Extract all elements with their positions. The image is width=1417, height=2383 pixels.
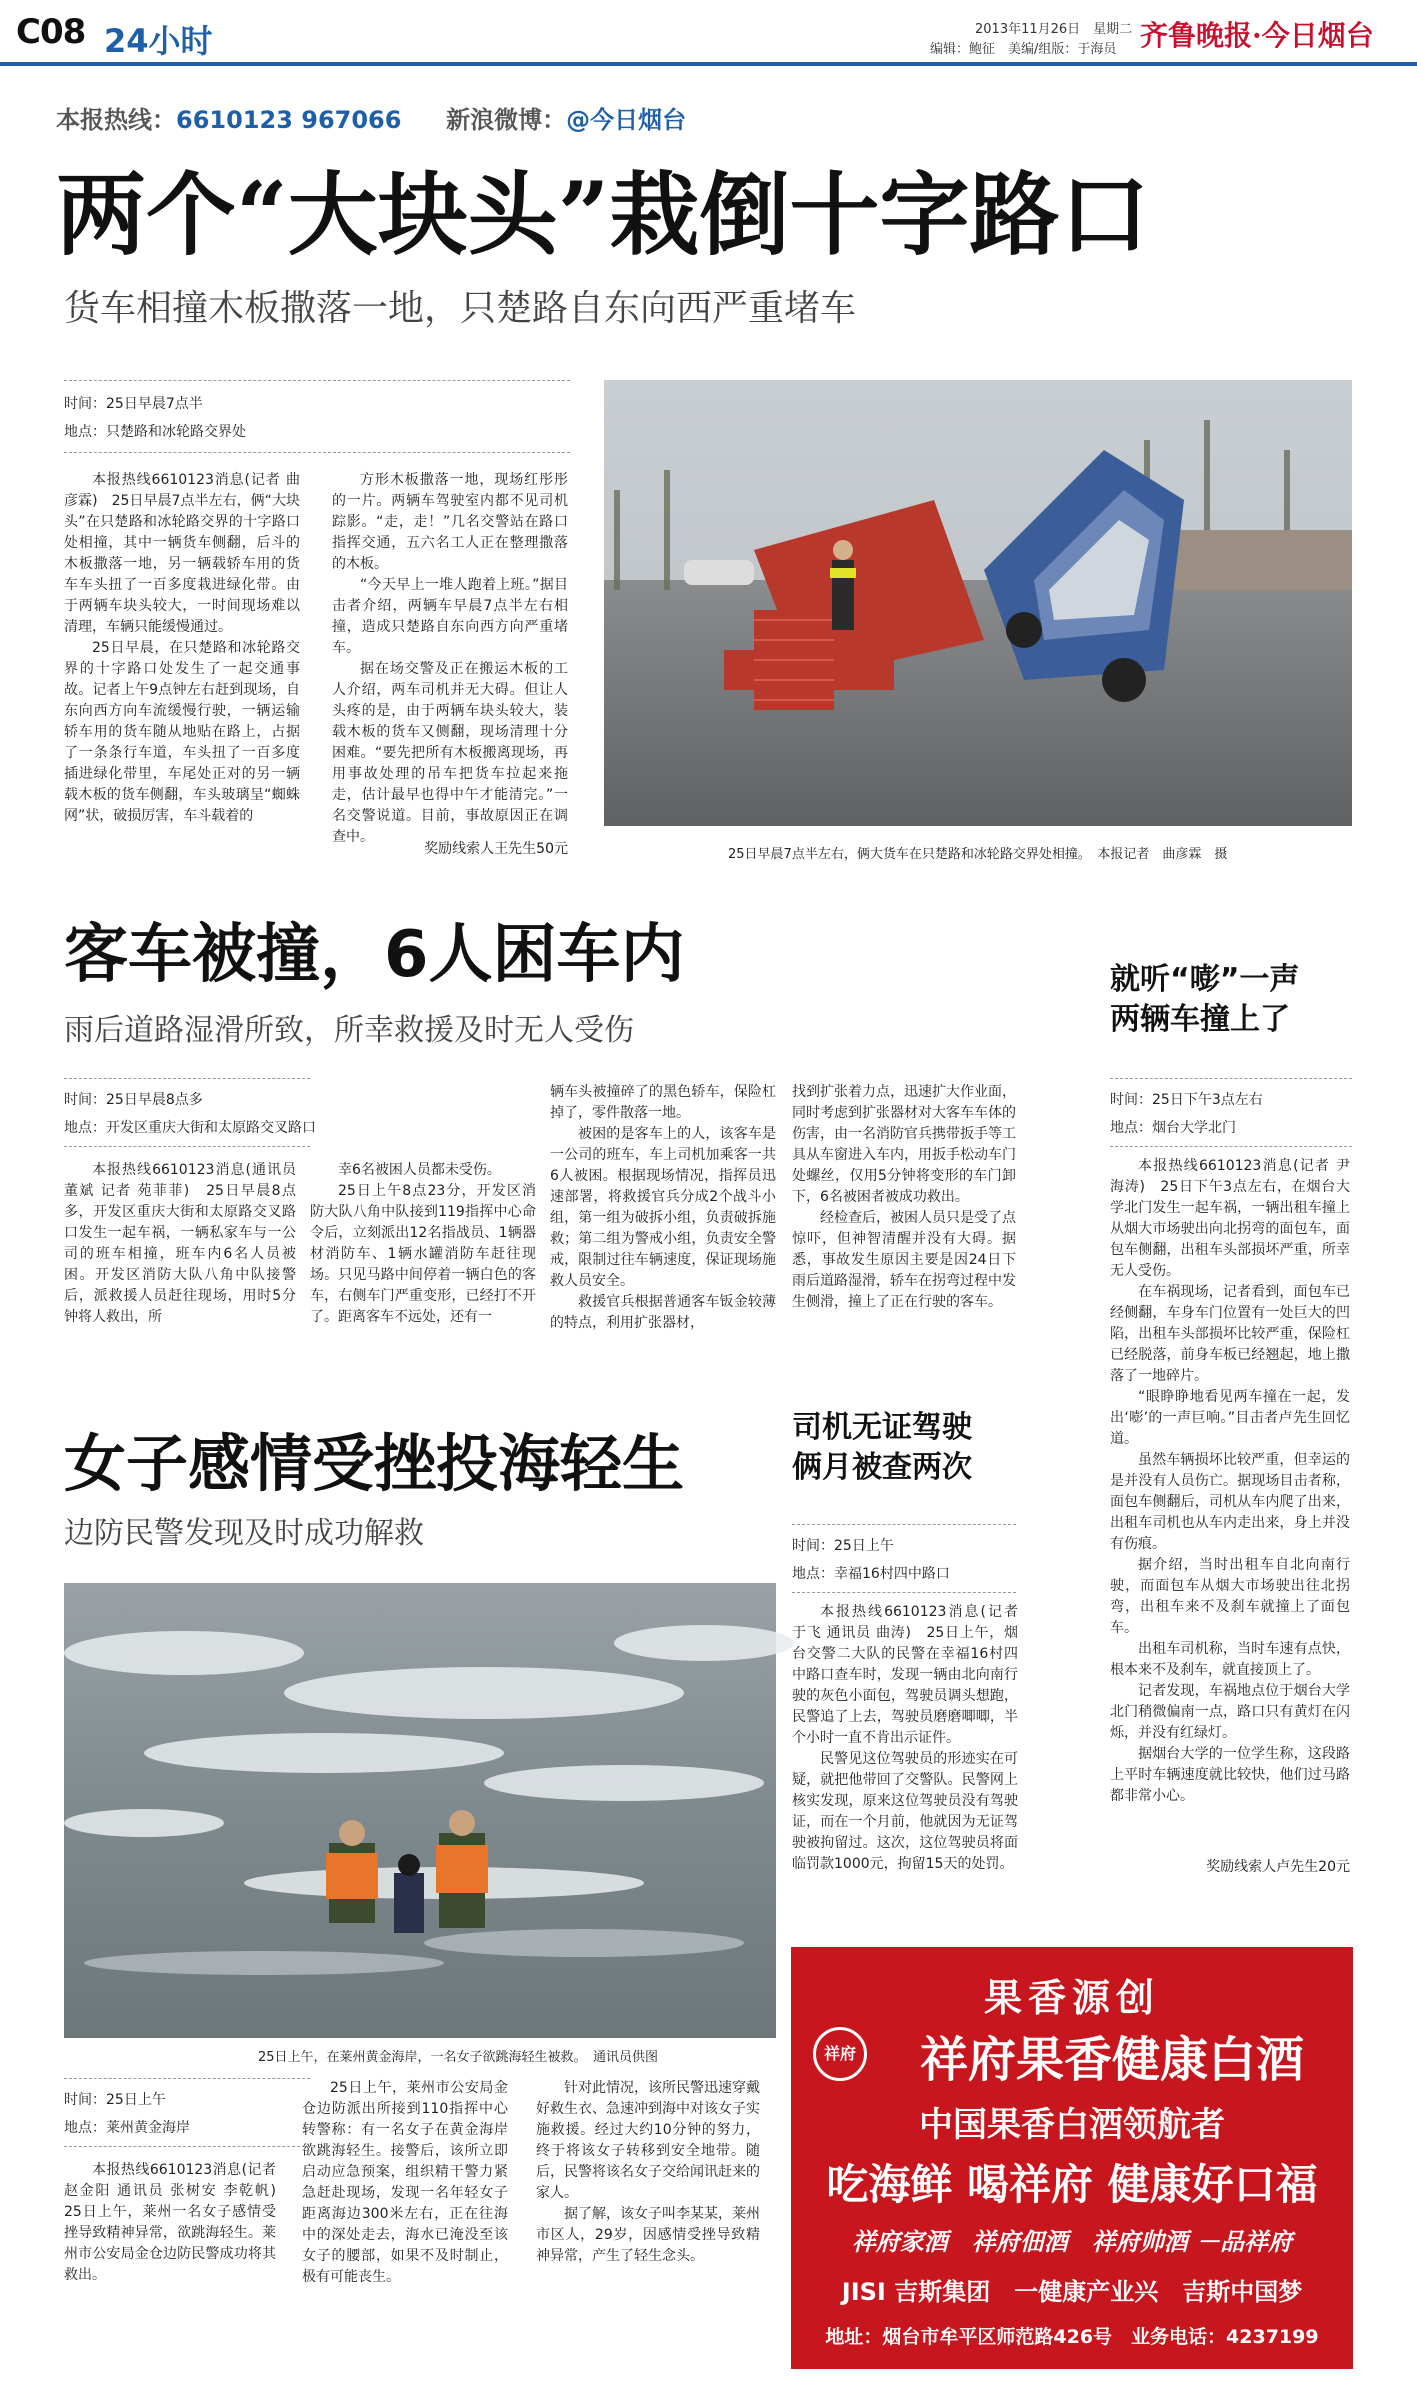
ad-slogan-top: 果香源创 bbox=[983, 1975, 1160, 2020]
story2-col2 bbox=[310, 1160, 536, 1365]
story1-col2 bbox=[332, 470, 568, 845]
story4-place: 地点：幸福16村四中路口 bbox=[792, 1566, 950, 1582]
header-rule bbox=[0, 62, 1417, 66]
ad-tagline: 中国果香白酒领航者 bbox=[919, 2105, 1225, 2145]
story5-reward: 奖励线索人卢先生20元 bbox=[1206, 1859, 1350, 1875]
story3-col2 bbox=[302, 2078, 508, 2360]
paragraph: 辆车头被撞碎了的黑色轿车，保险杠掉了，零件散落一地。 bbox=[550, 1084, 776, 1121]
hotline-label: 本报热线： bbox=[56, 106, 176, 134]
story4-body bbox=[792, 1602, 1018, 1934]
story1-subhead: 货车相撞木板撒落一地，只楚路自东向西严重堵车 bbox=[64, 288, 857, 329]
paragraph: 本报热线6610123消息(记者 曲彦霖) 25日早晨7点半左右，俩“大块头”在只楚路和冰轮路交界的十字路口处相撞，其中一辆货车侧翻，后斗的木板撒落一地，另一辆载轿车用的货车车头扭了一百多度栽进绿化带。由于两辆车块头较大，一时间现场难以清理，车辆只能缓慢通过。 bbox=[64, 472, 300, 635]
hotline-bar bbox=[56, 100, 686, 135]
paragraph: 本报热线6610123消息(记者 赵金阳 通讯员 张树安 李乾帆) 25日上午，莱州一名女子感情受挫导致精神异常，欲跳海轻生。莱州市公安局金仓边防民警成功将其救出。 bbox=[64, 2162, 290, 2283]
paragraph: 被困的是客车上的人，该客车是一公司的班车，车上司机加乘客一共6人被困。根据现场情况，指挥员迅速部署，将救援官兵分成2个战斗小组，第一组为破拆小组，负责破拆施救；第二组为警戒小组，负责安全警戒，限制过往车辆速度，保证现场施救人员安全。 bbox=[550, 1126, 776, 1289]
story3-place: 地点：莱州黄金海岸 bbox=[64, 2120, 190, 2136]
story1-photo bbox=[604, 380, 1352, 826]
story2-headline: 客车被撞，6人困车内 bbox=[64, 918, 685, 992]
paragraph: 在车祸现场，记者看到，面包车已经侧翻，车身车门位置有一处巨大的凹陷，出租车头部损坏比较严重，保险杠已经脱落，前身车板已经翘起，地上撒落了一地碎片。 bbox=[1110, 1284, 1350, 1384]
ad-product-lines: 祥府家酒 祥府佃酒 祥府帅酒 －品祥府 bbox=[851, 2227, 1293, 2256]
story4-headline-line2: 俩月被查两次 bbox=[792, 1450, 972, 1485]
story1-headline: 两个“大块头”栽倒十字路口 bbox=[56, 162, 1150, 268]
story2-place: 地点：开发区重庆大街和太原路交叉路口 bbox=[64, 1120, 316, 1136]
story3-headline: 女子感情受挫投海轻生 bbox=[64, 1427, 685, 1500]
story1-rule-2 bbox=[64, 452, 570, 453]
paragraph: 找到扩张着力点，迅速扩大作业面，同时考虑到扩张器材对大客车车体的伤害，由一名消防官兵携带扳手等工具从车窗进入车内，用扳手松动车门处螺丝，仅用5分钟将变形的车门卸下，6名被困者被成功救出。 bbox=[792, 1084, 1016, 1205]
paragraph: 经检查后，被困人员只是受了点惊吓，但神智清醒并没有大碍。据悉，事故发生原因主要是因24日下雨后道路湿滑，轿车在拐弯过程中发生侧滑，撞上了正在行驶的客车。 bbox=[792, 1210, 1016, 1310]
paragraph: 出租车司机称，当时车速有点快，根本来不及刹车，就直接顶上了。 bbox=[1110, 1641, 1350, 1678]
story3-rule bbox=[64, 2078, 310, 2079]
story1-time: 时间：25日早晨7点半 bbox=[64, 396, 203, 412]
story3-rule-2 bbox=[64, 2146, 310, 2147]
paragraph: 虽然车辆损坏比较严重，但幸运的是并没有人员伤亡。据现场目击者称，面包车侧翻后，司机从车内爬了出来，出租车司机也从车内走出来，身上并没有伤痕。 bbox=[1110, 1452, 1350, 1552]
story2-rule-2 bbox=[64, 1146, 310, 1147]
story2-time: 时间：25日早晨8点多 bbox=[64, 1092, 203, 1108]
paragraph: 救援官兵根据普通客车钣金较薄的特点，利用扩张器材， bbox=[550, 1294, 776, 1331]
story2-col1 bbox=[64, 1160, 296, 1365]
story1-photo-caption: 25日早晨7点半左右，俩大货车在只楚路和冰轮路交界处相撞。 本报记者 曲彦霖 摄 bbox=[728, 847, 1228, 862]
paragraph: 据烟台大学的一位学生称，这段路上平时车辆速度就比较快，他们过马路都非常小心。 bbox=[1110, 1746, 1350, 1804]
story5-body bbox=[1110, 1156, 1350, 1846]
story5-headline-line1: 就听“嘭”一声 bbox=[1110, 962, 1300, 997]
story4-rule-2 bbox=[792, 1592, 1016, 1593]
story2-subhead: 雨后道路湿滑所致，所幸救援及时无人受伤 bbox=[64, 1013, 634, 1048]
liquor-advertisement bbox=[791, 1947, 1353, 2369]
paragraph: 针对此情况，该所民警迅速穿戴好救生衣、急速冲到海中对该女子实施救援。经过大约10分钟的努力，终于将该女子转移到安全地带。随后，民警将该名女子交给闻讯赶来的家人。 bbox=[536, 2080, 760, 2201]
ad-slogan-main: 吃海鲜 喝祥府 健康好口福 bbox=[826, 2160, 1318, 2209]
story3-photo-caption: 25日上午，在莱州黄金海岸，一名女子欲跳海轻生被救。 通讯员供图 bbox=[258, 2050, 659, 2065]
paragraph: 幸6名被困人员都未受伤。 bbox=[338, 1162, 501, 1178]
ad-product-name: 祥府果香健康白酒 bbox=[919, 2032, 1304, 2088]
page-code: C08 bbox=[16, 12, 86, 52]
story1-col1 bbox=[64, 470, 300, 860]
story5-rule bbox=[1110, 1078, 1352, 1079]
paragraph: 民警见这位驾驶员的形迹实在可疑，就把他带回了交警队。民警网上核实发现，原来这位驾驶员没有驾驶证，而在一个月前，他就因为无证驾驶被拘留过。这次，这位驾驶员将面临罚款1000元，拘留15天的处罚。 bbox=[792, 1751, 1018, 1872]
paragraph: 方形木板撒落一地，现场红彤彤的一片。两辆车驾驶室内都不见司机踪影。“走，走！”几名交警站在路口指挥交通，五六名工人正在整理撒落的木板。 bbox=[332, 472, 568, 572]
story4-headline-line1: 司机无证驾驶 bbox=[792, 1410, 972, 1445]
story5-time: 时间：25日下午3点左右 bbox=[1110, 1092, 1263, 1108]
story1-reward: 奖励线索人王先生50元 bbox=[424, 841, 568, 857]
paragraph: 记者发现，车祸地点位于烟台大学北门稍微偏南一点，路口只有黄灯在闪烁，并没有红绿灯。 bbox=[1110, 1683, 1350, 1741]
sea-rescue-photo bbox=[64, 1583, 776, 2038]
weibo-handle: @今日烟台 bbox=[566, 106, 687, 134]
story3-col1 bbox=[64, 2160, 290, 2360]
editor-credits: 编辑：鲍征 美编/组版：于海员 bbox=[930, 42, 1117, 57]
truck-crash-photo bbox=[604, 380, 1352, 826]
brand-seal-icon: 祥府 bbox=[813, 2027, 867, 2081]
paragraph: 25日上午8点23分，开发区消防大队八角中队接到119指挥中心命令后，立刻派出12名指战员、1辆器材消防车、1辆水罐消防车赶往现场。只见马路中间停着一辆白色的客车，右侧车门严重变形，已经打不开了。距离客车不远处，还有一 bbox=[310, 1183, 536, 1325]
paragraph: 本报热线6610123消息(通讯员 董斌 记者 苑菲菲) 25日早晨8点多，开发区重庆大街和太原路交叉路口发生一起车祸，一辆私家车与一公司的班车相撞，班车内6名人员被困。开发区消防大队八角中队接警后，派救援人员赶往现场，用时5分钟将人救出，所 bbox=[64, 1162, 296, 1325]
ad-contact: 地址：烟台市牟平区师范路426号 业务电话：4237199 bbox=[825, 2326, 1319, 2348]
story3-time: 时间：25日上午 bbox=[64, 2092, 166, 2108]
paragraph: 据介绍，当时出租车自北向南行驶，而面包车从烟大市场驶出往北拐弯，出租车来不及刹车就撞上了面包车。 bbox=[1110, 1557, 1350, 1636]
story4-rule bbox=[792, 1524, 1016, 1525]
section-name: 24小时 bbox=[104, 22, 213, 60]
paragraph: 据了解，该女子叫李某某，莱州市区人，29岁，因感情受挫导致精神异常，产生了轻生念头。 bbox=[536, 2206, 760, 2264]
story5-place: 地点：烟台大学北门 bbox=[1110, 1120, 1236, 1136]
story2-col3 bbox=[550, 1082, 776, 1365]
paragraph: 据在场交警及正在搬运木板的工人介绍，两车司机并无大碍。但让人头疼的是，由于两辆车块头较大，装载木板的货车又侧翻，现场清理十分困难。“要先把所有木板搬离现场，再用事故处理的吊车把货车拉起来拖走，估计最早也得中午才能清完。”一名交警说道。目前，事故原因正在调查中。 bbox=[332, 661, 568, 845]
story3-col3 bbox=[536, 2078, 760, 2360]
weibo-label: 新浪微博： bbox=[446, 106, 567, 134]
issue-date: 2013年11月26日 星期二 bbox=[975, 22, 1133, 37]
story5-headline bbox=[1110, 960, 1299, 1040]
story5-headline-line2: 两辆车撞上了 bbox=[1110, 1002, 1290, 1037]
paragraph: 本报热线6610123消息(记者 尹海涛) 25日下午3点左右，在烟台大学北门发生一起车祸，一辆出租车撞上从烟大市场驶出向北拐弯的面包车，面包车侧翻，出租车头部损坏严重，所幸无人受伤。 bbox=[1110, 1158, 1350, 1279]
story2-rule bbox=[64, 1078, 310, 1079]
paragraph: 本报热线6610123消息(记者 于飞 通讯员 曲涛) 25日上午，烟台交警二大队的民警在幸福16村四中路口查车时，发现一辆由北向南行驶的灰色小面包，驾驶员调头想跑，民警追了上去，驾驶员磨磨唧唧，半个小时一直不肯出示证件。 bbox=[792, 1604, 1018, 1746]
newspaper-name: 齐鲁晚报·今日烟台 bbox=[1140, 19, 1374, 52]
story4-time: 时间：25日上午 bbox=[792, 1538, 894, 1554]
story3-subhead: 边防民警发现及时成功解救 bbox=[64, 1516, 424, 1551]
story1-rule bbox=[64, 380, 570, 381]
hotline-numbers: 6610123 967066 bbox=[176, 106, 402, 134]
story4-headline bbox=[792, 1408, 972, 1488]
paragraph: 25日早晨，在只楚路和冰轮路交界的十字路口处发生了一起交通事故。记者上午9点钟左右赶到现场，自东向西方向车流缓慢行驶，一辆运输轿车用的货车随从地贴在路上，占据了一条条行车道，车头扭了一百多度插进绿化带里，车尾处正对的另一辆载木板的货车侧翻，车头玻璃呈“蜘蛛网”状，破损厉害，车斗载着的 bbox=[64, 640, 300, 824]
ad-group-slogan: JISI 吉斯集团 一健康产业兴 吉斯中国梦 bbox=[841, 2278, 1303, 2306]
paragraph: “眼睁睁地看见两车撞在一起，发出‘嘭’的一声巨响。”目击者卢先生回忆道。 bbox=[1110, 1389, 1350, 1447]
story3-photo bbox=[64, 1583, 776, 2038]
paragraph: “今天早上一堆人跑着上班。”据目击者介绍，两辆车早晨7点半左右相撞，造成只楚路自东向西方向严重堵车。 bbox=[332, 577, 568, 656]
paragraph: 25日上午，莱州市公安局金仓边防派出所接到110指挥中心转警称：有一名女子在黄金海岸欲跳海轻生。接警后，该所立即启动应急预案，组织精干警力紧急赶赴现场，发现一名年轻女子距离海边300米左右，正在往海中的深处走去，海水已淹没至该女子的腰部，如果不及时制止，极有可能丧生。 bbox=[302, 2080, 508, 2285]
story5-rule-2 bbox=[1110, 1146, 1352, 1147]
story2-col4 bbox=[792, 1082, 1016, 1365]
story1-place: 地点：只楚路和冰轮路交界处 bbox=[64, 424, 246, 440]
